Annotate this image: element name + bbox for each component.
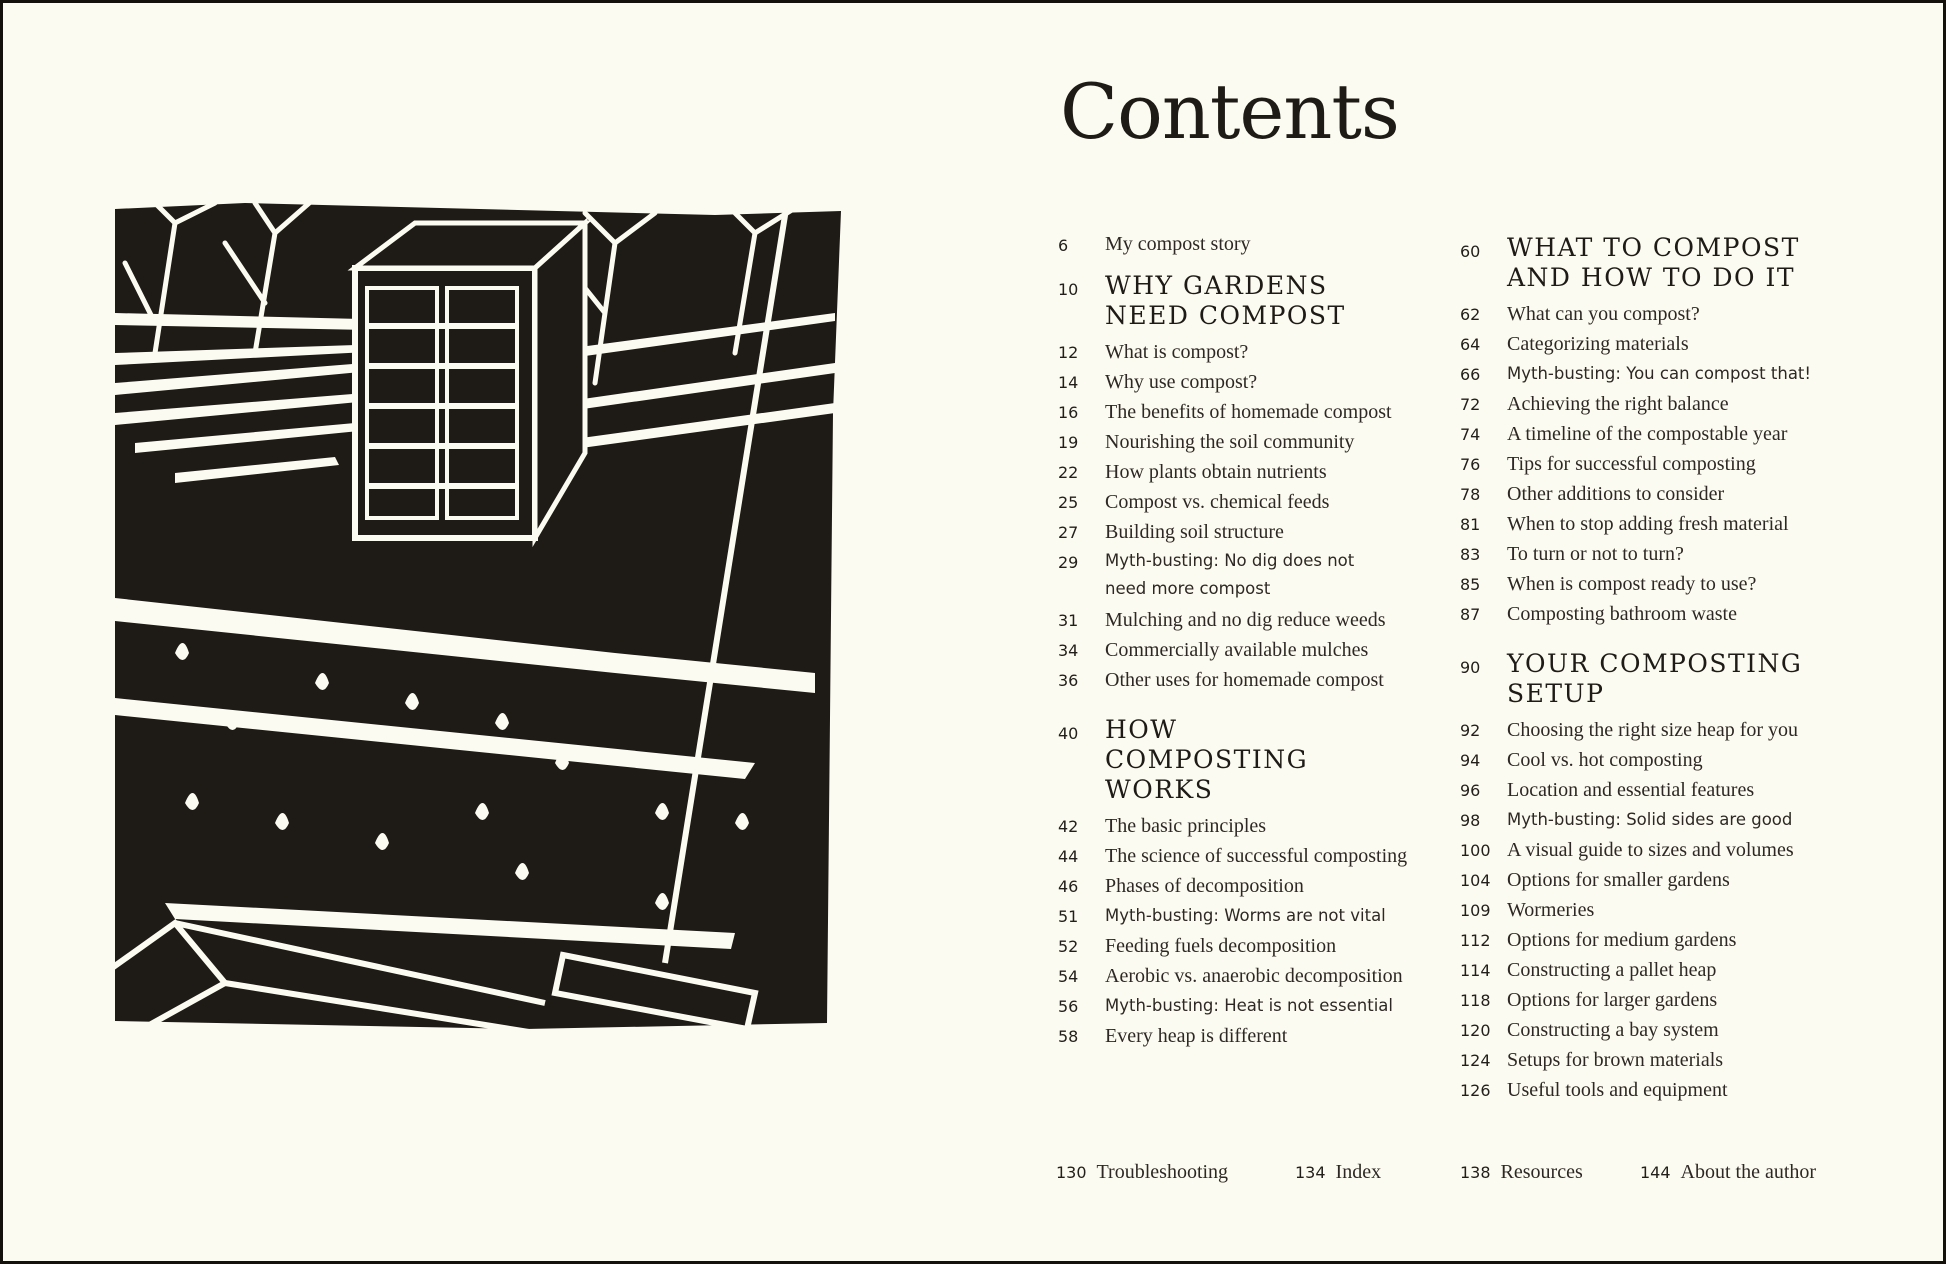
toc-entry-myth[interactable] [1058,991,1418,1021]
entry-label: Setups for brown materials [1507,1049,1724,1071]
toc-entry[interactable] [1460,569,1900,599]
entry-label: Options for smaller gardens [1507,869,1730,891]
page-number: 22 [1058,463,1079,482]
toc-entry[interactable] [1460,509,1900,539]
toc-entry[interactable] [1460,895,1900,925]
page-number: 104 [1460,871,1491,890]
toc-entry[interactable] [1058,961,1418,991]
page-number: 42 [1058,817,1079,836]
page-number: 51 [1058,907,1079,926]
toc-entry[interactable] [1460,419,1900,449]
entry-label: Composting bathroom waste [1507,603,1737,625]
contents-column-right [1460,229,1900,1105]
entry-label: Every heap is different [1105,1025,1288,1047]
toc-entry[interactable] [1058,871,1418,901]
entry-label: Aerobic vs. anaerobic decomposition [1105,965,1403,987]
page-number: 58 [1058,1027,1079,1046]
entry-label: Why use compost? [1105,371,1258,393]
entry-label: Options for medium gardens [1507,929,1737,951]
page-number: 120 [1460,1021,1491,1040]
entry-label: Commercially available mulches [1105,639,1369,661]
toc-entry[interactable] [1058,931,1418,961]
toc-entry[interactable] [1058,635,1418,665]
page-number: 109 [1460,901,1491,920]
entry-label: A visual guide to sizes and volumes [1507,839,1794,861]
section-title: HOW COMPOSTING WORKS [1105,715,1309,804]
page-number: 138 [1460,1163,1491,1182]
entry-label: Feeding fuels decomposition [1105,935,1337,957]
page-number: 40 [1058,724,1079,743]
toc-entry[interactable] [1460,985,1900,1015]
page-number: 94 [1460,751,1481,770]
toc-entry[interactable] [1460,329,1900,359]
entry-label: Index [1335,1161,1382,1183]
toc-entry[interactable] [1460,389,1900,419]
toc-entry[interactable] [1058,517,1418,547]
page-number: 36 [1058,671,1079,690]
toc-entry[interactable] [1460,539,1900,569]
page-number: 16 [1058,403,1079,422]
toc-entry[interactable] [1058,367,1418,397]
page-number: 90 [1460,658,1481,677]
toc-entry-myth[interactable] [1460,359,1900,389]
page-number: 62 [1460,305,1481,324]
toc-entry[interactable] [1058,665,1418,695]
page-number: 96 [1460,781,1481,800]
contents-column-left [1058,229,1418,1051]
page-title: Contents [1060,67,1399,156]
entry-label: Categorizing materials [1507,333,1689,355]
page-number: 114 [1460,961,1491,980]
page-number: 87 [1460,605,1481,624]
section-heading[interactable] [1058,715,1418,805]
entry-label: How plants obtain nutrients [1105,461,1327,483]
entry-label: Myth-busting: You can compost that! [1507,364,1812,383]
page-number: 81 [1460,515,1481,534]
toc-entry-myth[interactable] [1058,901,1418,931]
toc-entry[interactable] [1460,925,1900,955]
page-number: 60 [1460,242,1481,261]
entry-label: Other additions to consider [1507,483,1725,505]
page-number: 100 [1460,841,1491,860]
page-number: 74 [1460,425,1481,444]
contents-footer [3,1161,1943,1195]
entry-label: To turn or not to turn? [1507,543,1684,565]
entry-label: Location and essential features [1507,779,1755,801]
entry-label: Cool vs. hot composting [1507,749,1703,771]
page-number: 66 [1460,365,1481,384]
page-number: 83 [1460,545,1481,564]
page-number: 64 [1460,335,1481,354]
page-number: 92 [1460,721,1481,740]
entry-label: When is compost ready to use? [1507,573,1757,595]
page-number: 78 [1460,485,1481,504]
entry-label: Building soil structure [1105,521,1284,543]
toc-entry-myth[interactable] [1460,805,1900,835]
toc-entry[interactable] [1460,479,1900,509]
page-number: 29 [1058,553,1079,572]
entry-label: Useful tools and equipment [1507,1079,1728,1101]
entry-label: Options for larger gardens [1507,989,1718,1011]
toc-entry[interactable] [1460,775,1900,805]
entry-label: My compost story [1105,233,1251,255]
toc-entry[interactable] [1058,487,1418,517]
footer-entry-index[interactable] [1295,1161,1381,1184]
toc-entry[interactable] [1460,865,1900,895]
entry-label: Myth-busting: Solid sides are good [1507,810,1793,829]
page-number: 34 [1058,641,1079,660]
toc-entry[interactable] [1460,955,1900,985]
entry-label: The basic principles [1105,815,1267,837]
section-heading[interactable] [1058,271,1418,331]
page-number: 72 [1460,395,1481,414]
section-heading[interactable] [1460,649,1900,709]
entry-label: About the author [1680,1161,1817,1183]
page-number: 134 [1295,1163,1326,1182]
toc-entry[interactable] [1460,1015,1900,1045]
entry-label: A timeline of the compostable year [1507,423,1788,445]
page-number: 144 [1640,1163,1671,1182]
entry-label: Constructing a pallet heap [1507,959,1717,981]
page-number: 12 [1058,343,1079,362]
page-number: 25 [1058,493,1079,512]
entry-label: What can you compost? [1507,303,1700,325]
section-title: WHAT TO COMPOST AND HOW TO DO IT [1507,233,1800,292]
footer-entry-resources[interactable] [1460,1161,1583,1184]
section-heading[interactable] [1460,233,1900,293]
page-number: 76 [1460,455,1481,474]
footer-entry-about-the-author[interactable] [1640,1161,1816,1184]
entry-label: What is compost? [1105,341,1249,363]
entry-label: Myth-busting: No dig does not need more compost [1105,551,1355,598]
entry-label: Choosing the right size heap for you [1507,719,1799,741]
toc-entry[interactable] [1058,811,1418,841]
section-title: WHY GARDENS NEED COMPOST [1105,271,1346,330]
entry-label: Resources [1500,1161,1583,1183]
page-number: 10 [1058,280,1079,299]
toc-entry[interactable] [1058,337,1418,367]
toc-entry[interactable] [1058,605,1418,635]
entry-label: Phases of decomposition [1105,875,1304,897]
toc-entry[interactable] [1058,1021,1418,1051]
toc-entry[interactable] [1460,745,1900,775]
page-number: 56 [1058,997,1079,1016]
book-spread [3,3,1943,1261]
page-number: 44 [1058,847,1079,866]
toc-entry-myth[interactable] [1058,547,1418,605]
toc-entry[interactable] [1058,397,1418,427]
page-number: 130 [1056,1163,1087,1182]
entry-label: Wormeries [1507,899,1595,921]
entry-label: Troubleshooting [1096,1161,1229,1183]
entry-label: Myth-busting: Heat is not essential [1105,996,1393,1015]
toc-entry[interactable] [1460,1045,1900,1075]
entry-label: Mulching and no dig reduce weeds [1105,609,1386,631]
page-number: 85 [1460,575,1481,594]
entry-label: When to stop adding fresh material [1507,513,1789,535]
entry-label: Nourishing the soil community [1105,431,1355,453]
entry-label: Compost vs. chemical feeds [1105,491,1330,513]
page-number: 52 [1058,937,1079,956]
toc-entry[interactable] [1058,841,1418,871]
page-number: 124 [1460,1051,1491,1070]
toc-entry[interactable] [1058,457,1418,487]
page-number: 126 [1460,1081,1491,1100]
entry-label: Constructing a bay system [1507,1019,1719,1041]
toc-entry[interactable] [1460,599,1900,629]
page-number: 54 [1058,967,1079,986]
toc-entry[interactable] [1460,299,1900,329]
entry-label: Tips for successful composting [1507,453,1756,475]
toc-entry[interactable] [1460,449,1900,479]
toc-entry[interactable] [1460,835,1900,865]
page-number: 98 [1460,811,1481,830]
toc-entry[interactable] [1460,1075,1900,1105]
toc-entry[interactable] [1460,715,1900,745]
page-number: 118 [1460,991,1491,1010]
page-number: 6 [1058,236,1069,255]
intro-entry[interactable] [1058,229,1418,263]
entry-label: Myth-busting: Worms are not vital [1105,906,1386,925]
linocut-illustration [115,203,845,1043]
toc-entry[interactable] [1058,427,1418,457]
page-number: 27 [1058,523,1079,542]
page-number: 14 [1058,373,1079,392]
page-number: 31 [1058,611,1079,630]
entry-label: Achieving the right balance [1507,393,1729,415]
page-number: 19 [1058,433,1079,452]
page-number: 112 [1460,931,1491,950]
footer-entry-troubleshooting[interactable] [1056,1161,1228,1184]
entry-label: Other uses for homemade compost [1105,669,1384,691]
section-title: YOUR COMPOSTING SETUP [1507,649,1803,708]
entry-label: The benefits of homemade compost [1105,401,1392,423]
entry-label: The science of successful composting [1105,845,1408,867]
page-number: 46 [1058,877,1079,896]
